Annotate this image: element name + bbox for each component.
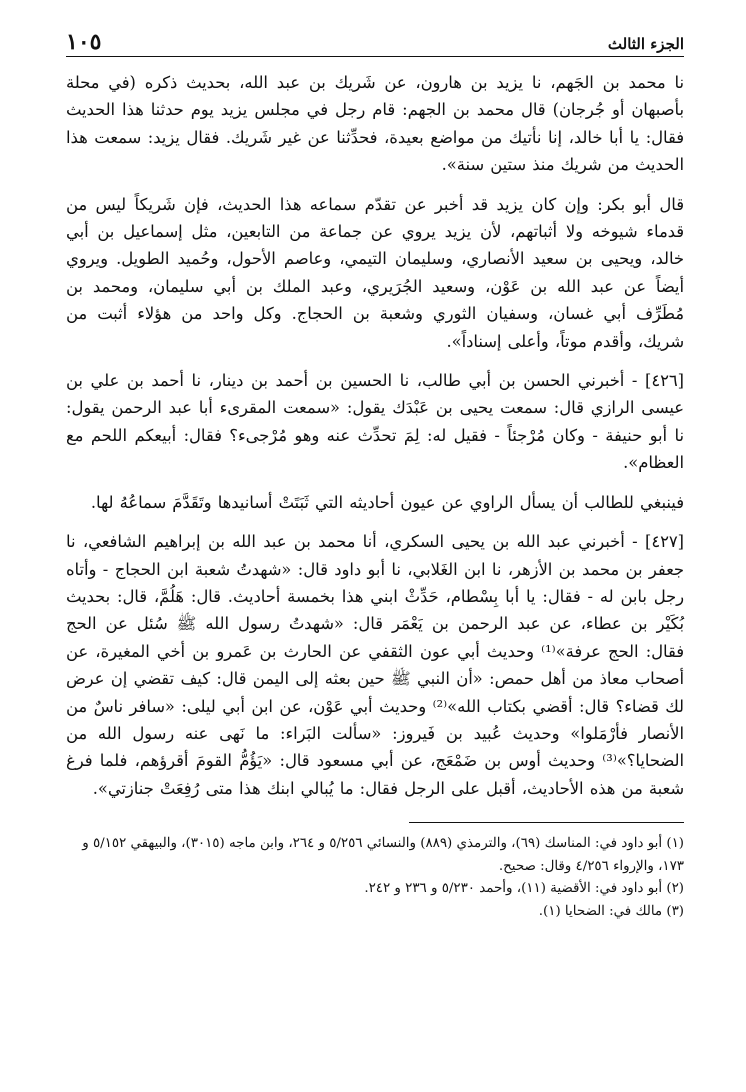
- footnote-2: (٢) أبو داود في: الأقضية (١١)، وأحمد ٥/٢٣٠ و ٢٣٦ و ٢٤٢.: [364, 881, 684, 897]
- paragraph-4: فينبغي للطالب أن يسأل الراوي عن عيون أحاديثه التي ثَبَتَتْ أسانيدها وتَقَدَّمَ سماعُهُ لها.: [90, 492, 684, 512]
- hadith-427: [٤٢٧] - أخبرني عبد الله بن يحيى السكري، أنا محمد بن عبد الله بن إبراهيم الشافعي، نا جعفر بن محمد بن الأزهر، نا ابن الغَلابي، نا أبو داود قال: «شهدتُ شعبة ابن الحجاج - وأتاه رجل بابن له - فقال: يا أبا بِسْطام، حَدِّثْ ابني هذا بخمسة أحاديث. قال: هَلُمَّ، قال: بحديث بُكَيْر بن عطاء، عن عبد الرحمن بن يَعْمَر قال: «شهدتُ رسول الله ﷺ سُئل عن الحج فقال: الحج عرفة»⁽¹⁾ وحديث أبي عون الثقفي عن الحارث بن عَمرو بن أخي المغيرة، عن أصحاب معاذ من أهل حمص: «أن النبي ﷺ حين بعثه إلى اليمن قال: كيف تقضي إن عرض لك قضاء؟ قال: أقضي بكتاب الله»⁽²⁾ وحديث أبي عَوْن، عن ابن أبي ليلى: «سافر ناسٌ من الأنصار فأرْمَلوا» وحديث عُبيد بن فَيروز: «سألت البَراء: ما نَهى عنه رسول الله من الضحايا؟»⁽³⁾ وحديث أوس بن ضَمْعَج، عن أبي مسعود قال: «يَؤُمُّ القومَ أقرؤهم، فلما فرغ شعبة من هذه الأحاديث، أقبل على الرجل فقال: ما يُبالي ابنك هذا متى رُفِعَتْ جنازتي».: [66, 532, 684, 798]
- footnote-divider: [409, 822, 684, 823]
- running-title: الجزء الثالث: [607, 35, 684, 53]
- footnote-1: (١) أبو داود في: المناسك (٦٩)، والترمذي (٨٨٩) والنسائي ٥/٢٥٦ و ٢٦٤، وابن ماجه (٣٠١٥)، والبيهقي ٥/١٥٢ و ١٧٣، والإرواء ٤/٢٥٦ وقال: صحيح.: [82, 836, 684, 874]
- footnote-3: (٣) مالك في: الضحايا (١).: [538, 903, 684, 919]
- hadith-426: [٤٢٦] - أخبرني الحسن بن أبي طالب، نا الحسين بن أحمد بن دينار، نا أحمد بن علي بن عيسى الرازي قال: سمعت يحيى بن عَبْدَك يقول: «سمعت المقرىء أبا عبد الرحمن يقول: نا أبو حنيفة - وكان مُرْجئاً - فقيل له: لِمَ تحدِّث عنه وهو مُرْجىء؟ فقال: أبيعكم اللحم مع العظام».: [66, 371, 684, 473]
- page-header: [66, 30, 684, 57]
- paragraph-1: نا محمد بن الجَهم، نا يزيد بن هارون، عن شَريك بن عبد الله، بحديث ذكره (في محلة بأصبهان أو جُرجان) قال محمد بن الجهم: قام رجل في مجلس يزيد يوم حدثنا هذا الحديث فقال: يا أبا خالد، إنا نأتيك من مواضع بعيدة، فحدِّثنا عن غير شَريك. فقال يزيد: سمعت هذا الحديث من شريك منذ ستين سنة».: [66, 73, 684, 175]
- page-number: ١٠٥: [66, 29, 102, 55]
- paragraph-2: قال أبو بكر: وإن كان يزيد قد أخبر عن تقدّم سماعه هذا الحديث، فإن شَريكاً ليس من قدماء شيوخه ولا أثباتهم، لأن يزيد يروي عن جماعة من التابعين، مثل إسماعيل بن أبي خالد، ويحيى بن سعيد الأنصاري، وسليمان التيمي، وعاصم الأحول، وحُميد الطويل. ويروي أيضاً عن عبد الله بن عَوْن، وسعيد الجُرَيري، وعبد الملك بن أبي سليمان، ومحمد بن مُطَرِّف أبي غسان، وسفيان الثوري وشعبة بن الحجاج. وكل واحد من هؤلاء أثبت من شريك، وأقدم موتاً، وأعلى إسناداً».: [66, 194, 684, 351]
